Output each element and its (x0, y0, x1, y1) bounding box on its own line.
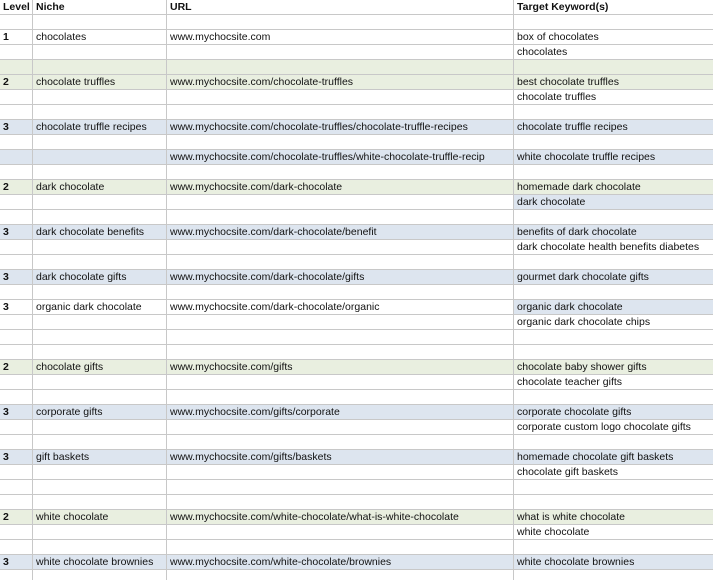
niche-cell[interactable]: gift baskets (33, 450, 167, 465)
keyword-cell[interactable] (514, 165, 713, 180)
table-row (0, 375, 713, 390)
level-cell[interactable] (0, 225, 33, 240)
url-cell[interactable] (167, 315, 514, 330)
niche-cell[interactable] (33, 465, 167, 480)
keyword-cell[interactable] (514, 345, 713, 360)
niche-cell[interactable] (33, 165, 167, 180)
keyword-cell[interactable]: chocolate truffles (514, 90, 713, 105)
table-row (0, 195, 713, 210)
table-row (0, 15, 713, 30)
table-row (0, 510, 713, 525)
keyword-cell[interactable]: homemade dark chocolate (514, 180, 713, 195)
level-cell[interactable] (0, 30, 33, 45)
niche-cell[interactable]: white chocolate brownies (33, 555, 167, 570)
niche-cell[interactable] (33, 195, 167, 210)
url-cell[interactable] (167, 480, 514, 495)
table-row (0, 150, 713, 165)
level-cell[interactable] (0, 195, 33, 210)
niche-cell[interactable] (33, 315, 167, 330)
niche-cell[interactable] (33, 330, 167, 345)
table-row (0, 300, 713, 315)
table-row (0, 405, 713, 420)
level-cell[interactable] (0, 165, 33, 180)
niche-cell[interactable] (33, 570, 167, 580)
niche-cell[interactable] (33, 90, 167, 105)
table-row (0, 45, 713, 60)
level-cell[interactable] (0, 510, 33, 525)
table-row (0, 270, 713, 285)
level-value: 3 (3, 271, 9, 283)
level-value: 3 (3, 121, 9, 133)
keyword-cell[interactable] (514, 255, 713, 270)
niche-cell[interactable] (33, 255, 167, 270)
niche-cell[interactable]: chocolates (33, 30, 167, 45)
header-level[interactable]: Level (0, 0, 33, 15)
keyword-cell[interactable] (514, 60, 713, 75)
keyword-cell[interactable] (514, 135, 713, 150)
niche-cell[interactable] (33, 435, 167, 450)
table-row (0, 540, 713, 555)
level-cell[interactable] (0, 285, 33, 300)
level-cell[interactable] (0, 555, 33, 570)
level-value: 3 (3, 451, 9, 463)
table-row (0, 75, 713, 90)
level-cell[interactable] (0, 300, 33, 315)
url-cell[interactable] (167, 390, 514, 405)
url-cell[interactable] (167, 45, 514, 60)
niche-cell[interactable]: organic dark chocolate (33, 300, 167, 315)
niche-cell[interactable]: corporate gifts (33, 405, 167, 420)
niche-cell[interactable] (33, 60, 167, 75)
niche-cell[interactable]: dark chocolate (33, 180, 167, 195)
level-cell[interactable] (0, 270, 33, 285)
keyword-cell[interactable] (514, 285, 713, 300)
keyword-cell[interactable]: white chocolate (514, 525, 713, 540)
header-niche[interactable]: Niche (33, 0, 167, 15)
table-row (0, 360, 713, 375)
url-cell[interactable]: www.mychocsite.com/chocolate-truffles/chocolate-truffle-recipes (167, 120, 514, 135)
level-cell[interactable] (0, 120, 33, 135)
level-value: 2 (3, 181, 9, 193)
level-cell[interactable] (0, 540, 33, 555)
url-cell[interactable] (167, 15, 514, 30)
keyword-cell[interactable]: box of chocolates (514, 30, 713, 45)
table-row (0, 480, 713, 495)
level-value: 3 (3, 556, 9, 568)
keyword-cell[interactable]: homemade chocolate gift baskets (514, 450, 713, 465)
url-cell[interactable] (167, 210, 514, 225)
level-cell[interactable] (0, 15, 33, 30)
niche-cell[interactable] (33, 150, 167, 165)
table-row (0, 570, 713, 580)
niche-cell[interactable]: white chocolate (33, 510, 167, 525)
table-row (0, 345, 713, 360)
keyword-cell[interactable]: what is white chocolate (514, 510, 713, 525)
keyword-cell[interactable]: benefits of dark chocolate (514, 225, 713, 240)
niche-cell[interactable]: dark chocolate gifts (33, 270, 167, 285)
keyword-cell[interactable] (514, 540, 713, 555)
url-cell[interactable]: www.mychocsite.com (167, 30, 514, 45)
level-cell[interactable] (0, 450, 33, 465)
niche-cell[interactable] (33, 525, 167, 540)
table-row (0, 315, 713, 330)
url-cell[interactable]: www.mychocsite.com/white-chocolate/what-is-white-chocolate (167, 510, 514, 525)
keyword-cell[interactable] (514, 495, 713, 510)
keyword-cell[interactable] (514, 15, 713, 30)
keyword-cell[interactable] (514, 105, 713, 120)
level-cell[interactable] (0, 75, 33, 90)
level-cell[interactable] (0, 525, 33, 540)
url-cell[interactable] (167, 570, 514, 580)
level-cell[interactable] (0, 255, 33, 270)
table-row (0, 420, 713, 435)
url-cell[interactable] (167, 330, 514, 345)
table-row (0, 225, 713, 240)
url-cell[interactable] (167, 240, 514, 255)
niche-cell[interactable] (33, 345, 167, 360)
url-cell[interactable]: www.mychocsite.com/gifts (167, 360, 514, 375)
url-cell[interactable] (167, 375, 514, 390)
niche-cell[interactable]: dark chocolate benefits (33, 225, 167, 240)
level-cell[interactable] (0, 240, 33, 255)
level-value: 2 (3, 76, 9, 88)
keyword-cell[interactable]: best chocolate truffles (514, 75, 713, 90)
keyword-cell[interactable]: chocolate gift baskets (514, 465, 713, 480)
url-cell[interactable] (167, 105, 514, 120)
table-row (0, 135, 713, 150)
niche-cell[interactable] (33, 45, 167, 60)
keyword-cell[interactable] (514, 480, 713, 495)
table-row (0, 435, 713, 450)
level-cell[interactable] (0, 105, 33, 120)
niche-cell[interactable] (33, 285, 167, 300)
level-value: 1 (3, 31, 9, 43)
level-cell[interactable] (0, 360, 33, 375)
url-cell[interactable] (167, 420, 514, 435)
table-row (0, 465, 713, 480)
level-value: 3 (3, 301, 9, 313)
level-cell[interactable] (0, 405, 33, 420)
keyword-cell[interactable]: white chocolate truffle recipes (514, 150, 713, 165)
url-cell[interactable]: www.mychocsite.com/chocolate-truffles (167, 75, 514, 90)
keyword-cell[interactable]: dark chocolate health benefits diabetes (514, 240, 713, 255)
url-cell[interactable] (167, 90, 514, 105)
keyword-cell[interactable] (514, 435, 713, 450)
table-row (0, 450, 713, 465)
url-cell[interactable] (167, 255, 514, 270)
niche-cell[interactable] (33, 105, 167, 120)
keyword-cell[interactable]: corporate chocolate gifts (514, 405, 713, 420)
keyword-cell[interactable] (514, 210, 713, 225)
table-body (0, 15, 713, 580)
url-cell[interactable]: www.mychocsite.com/gifts/baskets (167, 450, 514, 465)
niche-cell[interactable] (33, 240, 167, 255)
niche-cell[interactable]: chocolate gifts (33, 360, 167, 375)
level-cell[interactable] (0, 135, 33, 150)
url-cell[interactable] (167, 60, 514, 75)
level-cell[interactable] (0, 375, 33, 390)
table-row (0, 525, 713, 540)
table-row (0, 180, 713, 195)
keyword-cell[interactable]: dark chocolate (514, 195, 713, 210)
table-row (0, 390, 713, 405)
url-cell[interactable]: www.mychocsite.com/dark-chocolate (167, 180, 514, 195)
url-cell[interactable]: www.mychocsite.com/dark-chocolate/gifts (167, 270, 514, 285)
keyword-cell[interactable]: corporate custom logo chocolate gifts (514, 420, 713, 435)
table-row (0, 60, 713, 75)
niche-cell[interactable] (33, 540, 167, 555)
level-value: 2 (3, 361, 9, 373)
header-row (0, 0, 713, 15)
url-cell[interactable]: www.mychocsite.com/dark-chocolate/benefit (167, 225, 514, 240)
keyword-cell[interactable]: organic dark chocolate chips (514, 315, 713, 330)
niche-cell[interactable] (33, 135, 167, 150)
url-cell[interactable] (167, 465, 514, 480)
url-cell[interactable] (167, 165, 514, 180)
url-cell[interactable] (167, 525, 514, 540)
url-cell[interactable] (167, 540, 514, 555)
url-cell[interactable] (167, 495, 514, 510)
keyword-cell[interactable]: chocolate teacher gifts (514, 375, 713, 390)
table-row (0, 495, 713, 510)
url-cell[interactable]: www.mychocsite.com/white-chocolate/brownies (167, 555, 514, 570)
level-cell[interactable] (0, 180, 33, 195)
level-value: 3 (3, 226, 9, 238)
niche-cell[interactable] (33, 420, 167, 435)
niche-cell[interactable] (33, 495, 167, 510)
table-row (0, 330, 713, 345)
level-cell[interactable] (0, 315, 33, 330)
keyword-cell[interactable] (514, 330, 713, 345)
level-cell[interactable] (0, 345, 33, 360)
keyword-cell[interactable]: chocolates (514, 45, 713, 60)
niche-cell[interactable] (33, 480, 167, 495)
level-cell[interactable] (0, 90, 33, 105)
table-row (0, 90, 713, 105)
table-row (0, 285, 713, 300)
level-cell[interactable] (0, 570, 33, 580)
keyword-cell[interactable] (514, 390, 713, 405)
niche-cell[interactable]: chocolate truffles (33, 75, 167, 90)
table-row (0, 30, 713, 45)
level-cell[interactable] (0, 420, 33, 435)
url-cell[interactable]: www.mychocsite.com/dark-chocolate/organic (167, 300, 514, 315)
table-row (0, 255, 713, 270)
keyword-cell[interactable]: chocolate baby shower gifts (514, 360, 713, 375)
header-url[interactable]: URL (167, 0, 514, 15)
level-cell[interactable] (0, 330, 33, 345)
level-cell[interactable] (0, 60, 33, 75)
level-cell[interactable] (0, 210, 33, 225)
level-cell[interactable] (0, 495, 33, 510)
url-cell[interactable] (167, 135, 514, 150)
level-cell[interactable] (0, 390, 33, 405)
niche-cell[interactable] (33, 375, 167, 390)
niche-cell[interactable] (33, 390, 167, 405)
keyword-cell[interactable]: organic dark chocolate (514, 300, 713, 315)
url-cell[interactable] (167, 285, 514, 300)
level-value: 2 (3, 511, 9, 523)
level-cell[interactable] (0, 435, 33, 450)
url-cell[interactable] (167, 435, 514, 450)
keyword-cell[interactable] (514, 570, 713, 580)
header-target-keywords[interactable]: Target Keyword(s) (514, 0, 713, 15)
niche-cell[interactable] (33, 210, 167, 225)
level-cell[interactable] (0, 465, 33, 480)
niche-cell[interactable]: chocolate truffle recipes (33, 120, 167, 135)
table-row (0, 120, 713, 135)
url-cell[interactable] (167, 195, 514, 210)
keyword-cell[interactable]: chocolate truffle recipes (514, 120, 713, 135)
keyword-cell[interactable]: white chocolate brownies (514, 555, 713, 570)
table-row (0, 240, 713, 255)
level-cell[interactable] (0, 45, 33, 60)
url-cell[interactable]: www.mychocsite.com/gifts/corporate (167, 405, 514, 420)
url-cell[interactable] (167, 345, 514, 360)
keyword-cell[interactable]: gourmet dark chocolate gifts (514, 270, 713, 285)
level-value: 3 (3, 406, 9, 418)
niche-cell[interactable] (33, 15, 167, 30)
level-cell[interactable] (0, 150, 33, 165)
level-cell[interactable] (0, 480, 33, 495)
table-row (0, 165, 713, 180)
table-row (0, 555, 713, 570)
table-row (0, 210, 713, 225)
url-cell[interactable]: www.mychocsite.com/chocolate-truffles/white-chocolate-truffle-recip (167, 150, 514, 165)
table-row (0, 105, 713, 120)
